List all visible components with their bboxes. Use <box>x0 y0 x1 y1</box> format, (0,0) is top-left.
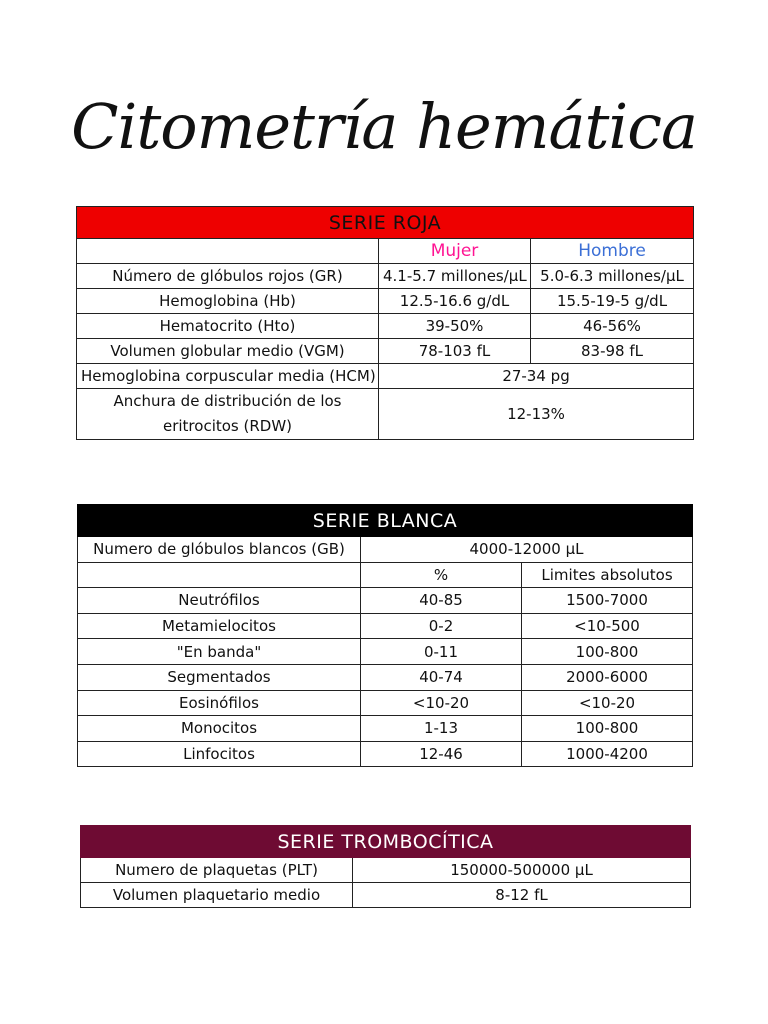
table-row <box>78 664 693 690</box>
row-label: Número de glóbulos rojos (GR) <box>77 264 379 289</box>
value-absolute: <10-500 <box>522 613 693 639</box>
row-label: Segmentados <box>78 664 361 690</box>
row-label: Neutrófilos <box>78 588 361 614</box>
page-title: Citometría hemática <box>71 90 697 163</box>
serie-roja-columns-row <box>77 239 694 264</box>
row-label: Eosinófilos <box>78 690 361 716</box>
value-absolute: 1000-4200 <box>522 741 693 767</box>
table-row <box>78 613 693 639</box>
value-absolute: 100-800 <box>522 716 693 742</box>
value-percent: 40-85 <box>361 588 522 614</box>
serie-blanca-blank-cell <box>78 562 361 588</box>
table-row <box>78 690 693 716</box>
table-row <box>78 639 693 665</box>
table-row <box>81 858 691 883</box>
value-percent: 0-11 <box>361 639 522 665</box>
value-hombre: 15.5-19-5 g/dL <box>531 289 694 314</box>
value-shared: 27-34 pg <box>379 364 694 389</box>
value-mujer: 39-50% <box>379 314 531 339</box>
row-label: Monocitos <box>78 716 361 742</box>
serie-roja-table <box>76 206 694 440</box>
value-percent: 40-74 <box>361 664 522 690</box>
value-percent: 1-13 <box>361 716 522 742</box>
table-row <box>77 314 694 339</box>
value-shared: 12-13% <box>379 389 694 440</box>
serie-blanca-heading: SERIE BLANCA <box>78 505 693 537</box>
serie-blanca-columns-row <box>78 562 693 588</box>
row-label: Volumen plaquetario medio <box>81 883 353 908</box>
column-percent: % <box>361 562 522 588</box>
column-mujer: Mujer <box>379 239 531 264</box>
serie-trombocitica-table <box>80 825 691 908</box>
value-mujer: 78-103 fL <box>379 339 531 364</box>
serie-trombocitica-heading: SERIE TROMBOCÍTICA <box>81 826 691 858</box>
table-row <box>78 716 693 742</box>
table-row <box>77 389 694 440</box>
table-row <box>77 289 694 314</box>
serie-blanca-table <box>77 504 693 767</box>
table-row <box>81 883 691 908</box>
row-label: Linfocitos <box>78 741 361 767</box>
serie-roja-header-row <box>77 207 694 239</box>
column-hombre: Hombre <box>531 239 694 264</box>
column-absolute-limits: Limites absolutos <box>522 562 693 588</box>
row-label: Anchura de distribución de los eritrocitos (RDW) <box>77 389 379 440</box>
serie-roja-blank-cell <box>77 239 379 264</box>
value-shared: 4000-12000 µL <box>361 537 693 563</box>
value-absolute: 100-800 <box>522 639 693 665</box>
value-absolute: <10-20 <box>522 690 693 716</box>
row-label: Hemoglobina corpuscular media (HCM) <box>77 364 379 389</box>
value-hombre: 46-56% <box>531 314 694 339</box>
row-label: Volumen globular medio (VGM) <box>77 339 379 364</box>
value-absolute: 1500-7000 <box>522 588 693 614</box>
value-percent: 0-2 <box>361 613 522 639</box>
table-row <box>78 537 693 563</box>
table-row <box>78 741 693 767</box>
value-hombre: 83-98 fL <box>531 339 694 364</box>
serie-roja-heading: SERIE ROJA <box>77 207 694 239</box>
value-mujer: 12.5-16.6 g/dL <box>379 289 531 314</box>
value-mujer: 4.1-5.7 millones/µL <box>379 264 531 289</box>
table-row <box>77 339 694 364</box>
value-absolute: 2000-6000 <box>522 664 693 690</box>
serie-blanca-header-row <box>78 505 693 537</box>
row-label: Hemoglobina (Hb) <box>77 289 379 314</box>
row-value: 8-12 fL <box>353 883 691 908</box>
table-row <box>78 588 693 614</box>
table-row <box>77 264 694 289</box>
row-value: 150000-500000 µL <box>353 858 691 883</box>
value-hombre: 5.0-6.3 millones/µL <box>531 264 694 289</box>
row-label: Hematocrito (Hto) <box>77 314 379 339</box>
row-label: Numero de glóbulos blancos (GB) <box>78 537 361 563</box>
value-percent: 12-46 <box>361 741 522 767</box>
value-percent: <10-20 <box>361 690 522 716</box>
row-label: Numero de plaquetas (PLT) <box>81 858 353 883</box>
serie-trombocitica-header-row <box>81 826 691 858</box>
table-row <box>77 364 694 389</box>
row-label: Metamielocitos <box>78 613 361 639</box>
row-label: "En banda" <box>78 639 361 665</box>
